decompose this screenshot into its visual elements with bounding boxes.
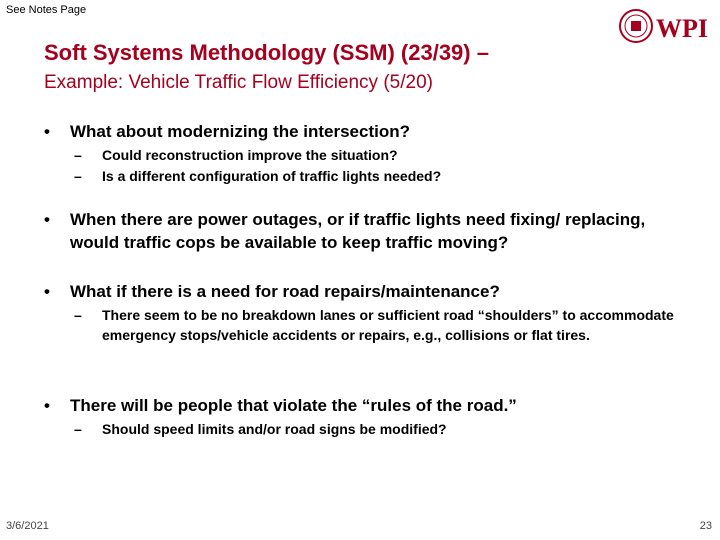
wpi-logo [618,6,714,46]
bullet-marker: • [44,122,50,141]
bullet-text: What about modernizing the intersection? [70,122,410,141]
sub-bullet-text: Is a different configuration of traffic lights needed? [102,168,442,184]
slide-date: 3/6/2021 [6,520,49,532]
sub-bullet-marker: – [74,168,82,184]
bullet-marker: • [44,282,50,301]
bullet-text: There will be people that violate the “rules of the road.” [70,396,517,415]
sub-bullet-marker: – [74,147,82,163]
bullet-marker: • [44,210,50,229]
slide-title: Soft Systems Methodology (SSM) (23/39) – [44,40,489,65]
slide-number: 23 [699,520,712,532]
notes-page-label: See Notes Page [6,4,87,16]
sub-bullet-marker: – [74,421,82,437]
sub-bullet-3-1 [74,305,704,345]
sub-bullet-text: Should speed limits and/or road signs be modified? [102,421,447,437]
sub-bullet-text: Could reconstruction improve the situation? [102,147,398,163]
sub-bullet-1-2 [74,166,674,186]
sub-bullet-4-1 [74,419,674,439]
logo-text: WPI [656,14,708,43]
slide-subtitle: Example: Vehicle Traffic Flow Efficiency (5/20) [44,72,433,93]
bullet-text: What if there is a need for road repairs/maintenance? [70,282,500,301]
sub-bullet-1-1 [74,145,674,165]
bullet-2 [44,208,694,254]
sub-bullet-marker: – [74,307,82,323]
bullet-text: When there are power outages, or if traffic lights need fixing/ replacing, would traffic cops be available to keep traffic moving? [70,210,646,252]
bullet-4 [44,394,684,417]
sub-bullet-text: There seem to be no breakdown lanes or sufficient road “shoulders” to accommodate emergency stops/vehicle accidents or repairs, e.g., collisions or flat tires. [102,307,674,343]
bullet-1 [44,120,684,143]
bullet-marker: • [44,396,50,415]
bullet-3 [44,280,684,303]
